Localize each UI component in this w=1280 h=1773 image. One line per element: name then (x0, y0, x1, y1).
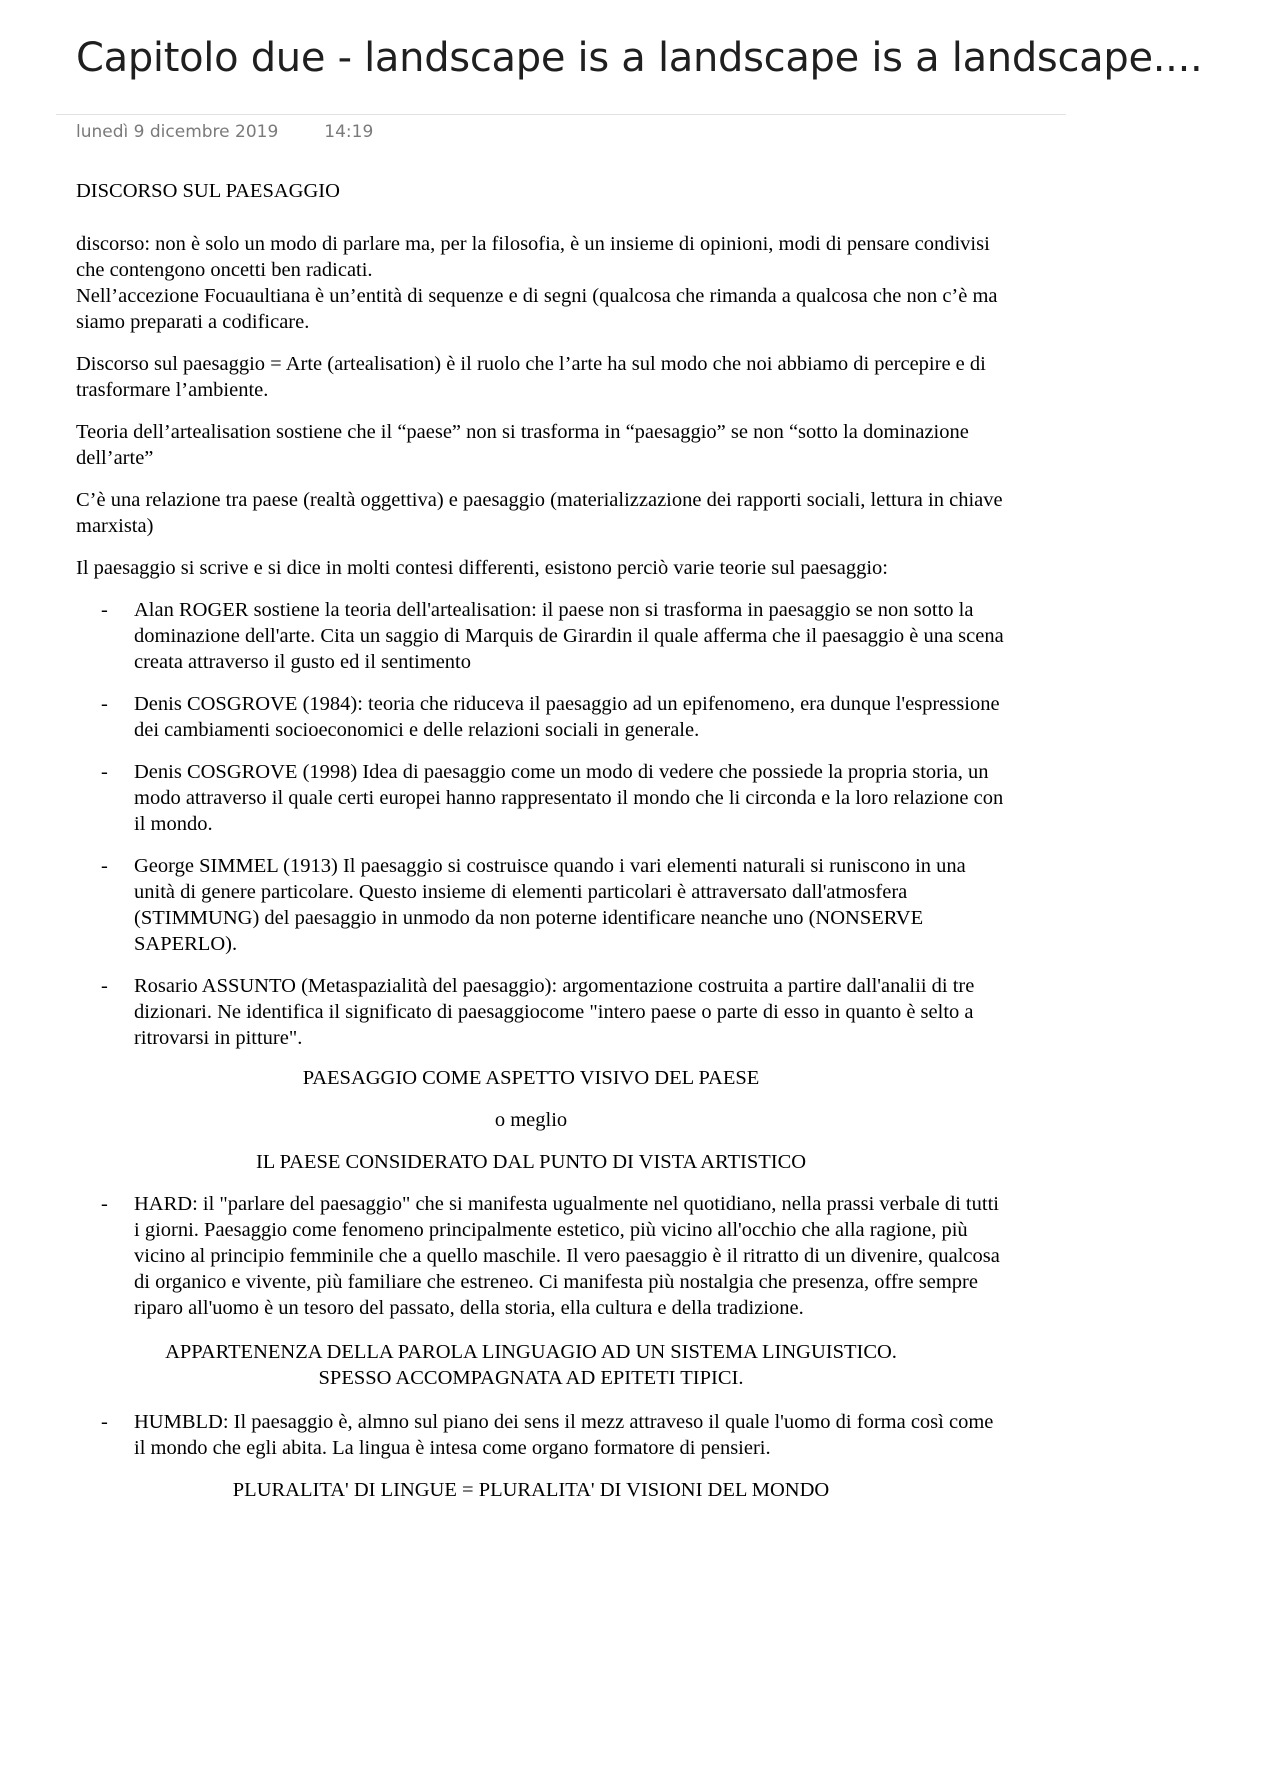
list-item-text: George SIMMEL (1913) Il paesaggio si costruisce quando i vari elementi naturali si runiscono in una unità di genere particolare. Questo insieme di elementi particolari è attraversato dall'atmosfera (STIMMUNG) del paesaggio in unmodo da non poterne identificare neanche uno (NONSERVE SAPERLO). (134, 855, 966, 955)
list-item (76, 759, 1006, 837)
centered-heading: PAESAGGIO COME ASPETTO VISIVO DEL PAESE (302, 1067, 760, 1089)
centered-heading: PLURALITA' DI LINGUE = PLURALITA' DI VISIONI DEL MONDO (232, 1479, 830, 1501)
list-item-text: Denis COSGROVE (1984): teoria che riduceva il paesaggio ad un epifenomeno, era dunque l'espressione dei cambiamenti socioeconomici e delle relazioni sociali in generale. (134, 693, 1000, 741)
dash-bullet: - (101, 1193, 108, 1215)
list-item-text: Rosario ASSUNTO (Metaspazialità del paesaggio): argomentazione costruita a partire dall'analii di tre dizionari. Ne identifica il significato di paesaggiocome "intero paese o parte di esso in quanto è selto a ritrovarsi in pitture". (134, 975, 975, 1049)
dash-bullet: - (101, 599, 108, 621)
list-item-text: Denis COSGROVE (1998) Idea di paesaggio come un modo di vedere che possiede la propria storia, un modo attraverso il quale certi europei hanno rappresentato il mondo che li circonda e la loro relazione con il mondo. (134, 761, 1004, 835)
centered-heading: SPESSO ACCOMPAGNATA AD EPITETI TIPICI. (318, 1367, 744, 1389)
list-item (76, 597, 1006, 675)
hard-list (76, 1191, 1006, 1321)
list-item (76, 691, 1006, 743)
theories-list (76, 597, 1006, 1051)
dash-bullet: - (101, 761, 108, 783)
centered-heading: APPARTENENZA DELLA PAROLA LINGUAGIO AD UN SISTEMA LINGUISTICO. (165, 1341, 897, 1363)
dash-bullet: - (101, 975, 108, 997)
list-item (76, 1191, 1006, 1321)
list-item-text: HUMBLD: Il paesaggio è, almno sul piano dei sens il mezz attraveso il quale l'uomo di forma così come il mondo che egli abita. La lingua è intesa come organo formatore di pensieri. (134, 1411, 994, 1459)
paragraph: Teoria dell’artealisation sostiene che il “paese” non si trasforma in “paesaggio” se non “sotto la dominazione dell’arte” (76, 421, 969, 469)
section-heading: DISCORSO SUL PAESAGGIO (76, 180, 340, 202)
list-item (76, 1409, 1006, 1461)
title-divider (56, 114, 1066, 115)
paragraph: Il paesaggio si scrive e si dice in molti contesi differenti, esistono perciò varie teorie sul paesaggio: (76, 557, 888, 579)
paragraph: C’è una relazione tra paese (realtà oggettiva) e paesaggio (materializzazione dei rapporti sociali, lettura in chiave marxista) (76, 489, 1003, 537)
list-item-text: HARD: il "parlare del paesaggio" che si manifesta ugualmente nel quotidiano, nella prassi verbale di tutti i giorni. Paesaggio come fenomeno principalmente estetico, più vicino all'occhio che alla ragione, più vicino al principio femminile che a quello maschile. Il vero paesaggio è il ritratto di un divenire, qualcosa di organico e vivente, più familiare che estreneo. Ci manifesta più nostalgia che presenza, offre sempre riparo all'uomo è un tesoro del passato, della storia, ella cultura e della tradizione. (134, 1193, 1000, 1319)
list-item (76, 973, 1006, 1051)
list-item-text: Alan ROGER sostiene la teoria dell'artealisation: il paese non si trasforma in paesaggio se non sotto la dominazione dell'arte. Cita un saggio di Marquis de Girardin il quale afferma che il paesaggio è una scena creata attraverso il gusto ed il sentimento (134, 599, 1004, 673)
paragraph: discorso: non è solo un modo di parlare ma, per la filosofia, è un insieme di opinioni, modi di pensare condivisi che contengono oncetti ben radicati. (76, 233, 990, 281)
note-meta (76, 122, 373, 142)
page-title[interactable]: Capitolo due - landscape is a landscape is a landscape.... (76, 35, 1203, 81)
dash-bullet: - (101, 693, 108, 715)
note-header (76, 30, 1203, 142)
list-item (76, 853, 1006, 957)
centered-text: o meglio (494, 1109, 568, 1131)
centered-heading: IL PAESE CONSIDERATO DAL PUNTO DI VISTA ARTISTICO (255, 1151, 807, 1173)
paragraph: Nell’accezione Focuaultiana è un’entità di sequenze e di segni (qualcosa che rimanda a qualcosa che non c’è ma siamo preparati a codificare. (76, 285, 998, 333)
humbld-list (76, 1409, 1006, 1461)
dash-bullet: - (101, 855, 108, 877)
note-time: 14:19 (324, 122, 374, 142)
dash-bullet: - (101, 1411, 108, 1433)
note-body[interactable] (76, 178, 1006, 1503)
note-date: lunedì 9 dicembre 2019 (76, 122, 279, 142)
paragraph: Discorso sul paesaggio = Arte (artealisation) è il ruolo che l’arte ha sul modo che noi abbiamo di percepire e di trasformare l’ambiente. (76, 353, 986, 401)
